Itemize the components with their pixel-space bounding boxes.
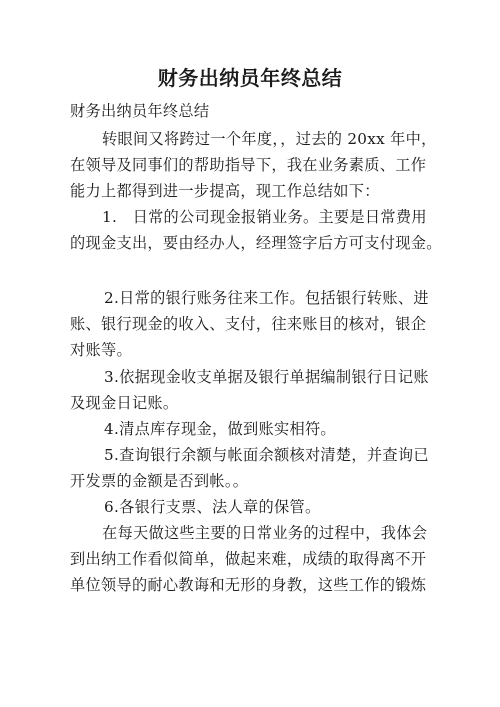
paragraph-line: 在每天做这些主要的日常业务的过程中，我体会 xyxy=(102,524,428,542)
paragraph-line: 开发票的金额是否到帐。。 xyxy=(70,472,249,490)
paragraph-line: 到出纳工作看似简单，做起来难，成绩的取得离不开 xyxy=(70,550,427,568)
paragraph-line: 及现金日记账。 xyxy=(70,394,179,412)
paragraph-line: 在领导及同事们的帮助指导下，我在业务素质、工作 xyxy=(70,156,427,174)
paragraph-line: 转眼间又将跨过一个年度，，过去的 20xx 年中， xyxy=(102,130,437,148)
subtitle-line: 财务出纳员年终总结 xyxy=(70,102,210,120)
paragraph-line: 1. 日常的公司现金报销业务。主要是日常费用 xyxy=(102,208,427,226)
paragraph-line: 能力上都得到进一步提高，现工作总结如下： xyxy=(70,182,380,200)
paragraph-line: 3.依据现金收支单据及银行单据编制银行日记账 xyxy=(104,368,429,386)
paragraph-line: 2.日常的银行账务往来工作。包括银行转账、进 xyxy=(104,289,429,307)
paragraph-line: 5.查询银行余额与帐面余额核对清楚，并查询已 xyxy=(104,446,429,464)
document-title: 财务出纳员年终总结 xyxy=(157,66,343,90)
paragraph-line: 的现金支出，要由经办人，经理签字后方可支付现金。 xyxy=(70,234,442,252)
paragraph-line: 账、银行现金的收入、支付，往来账目的核对，银企 xyxy=(70,315,427,333)
paragraph-line: 对账等。 xyxy=(70,341,132,359)
paragraph-line: 6.各银行支票、法人章的保管。 xyxy=(104,498,321,516)
paragraph-line: 单位领导的耐心教诲和无形的身教，这些工作的锻炼 xyxy=(70,576,427,594)
paragraph-line: 4.清点库存现金，做到账实相符。 xyxy=(104,420,336,438)
